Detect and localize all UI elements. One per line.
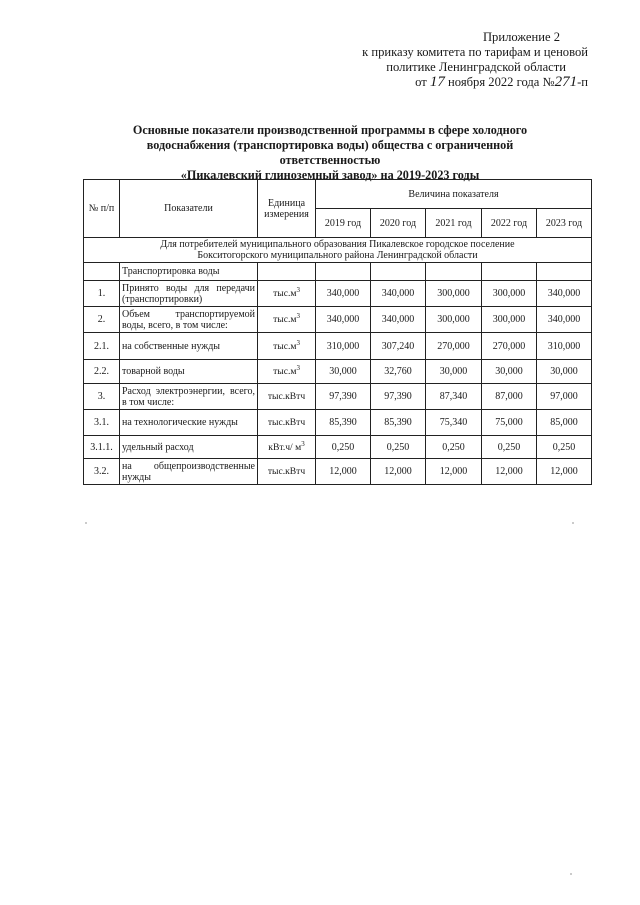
row-unit: тыс.кВтч bbox=[258, 410, 316, 436]
empty-cell bbox=[426, 263, 482, 281]
appendix-committee-line: политике Ленинградской области bbox=[386, 60, 566, 74]
value-cell: 87,000 bbox=[482, 384, 537, 410]
value-cell: 30,000 bbox=[316, 360, 371, 384]
value-cell: 300,000 bbox=[426, 281, 482, 307]
table-row bbox=[84, 307, 592, 333]
row-num: 3.1.1. bbox=[84, 436, 120, 459]
appendix-title: Приложение 2 bbox=[482, 30, 560, 44]
scan-speck bbox=[572, 522, 574, 524]
value-cell: 97,000 bbox=[537, 384, 592, 410]
row-indicator: Принято воды для передачи (транспортировки) bbox=[120, 281, 258, 307]
indicators-table bbox=[83, 179, 592, 485]
value-cell: 0,250 bbox=[537, 436, 592, 459]
row-num: 3. bbox=[84, 384, 120, 410]
header-value-group: Величина показателя bbox=[316, 180, 592, 209]
row-num: 1. bbox=[84, 281, 120, 307]
empty-cell bbox=[371, 263, 426, 281]
table-row bbox=[84, 384, 592, 410]
value-cell: 340,000 bbox=[316, 307, 371, 333]
value-cell: 270,000 bbox=[426, 333, 482, 360]
table-row bbox=[84, 281, 592, 307]
value-cell: 30,000 bbox=[482, 360, 537, 384]
value-cell: 85,000 bbox=[537, 410, 592, 436]
row-indicator: удельный расход bbox=[120, 436, 258, 459]
empty-cell bbox=[537, 263, 592, 281]
value-cell: 12,000 bbox=[482, 459, 537, 485]
section-num-cell bbox=[84, 263, 120, 281]
handwritten-day: 17 bbox=[429, 74, 445, 90]
row-num: 2.2. bbox=[84, 360, 120, 384]
section-label: Транспортировка воды bbox=[120, 263, 258, 281]
table-row bbox=[84, 436, 592, 459]
value-cell: 300,000 bbox=[482, 281, 537, 307]
value-cell: 340,000 bbox=[537, 281, 592, 307]
scan-speck bbox=[85, 522, 87, 524]
empty-cell bbox=[482, 263, 537, 281]
value-cell: 340,000 bbox=[537, 307, 592, 333]
value-cell: 12,000 bbox=[316, 459, 371, 485]
appendix-header bbox=[328, 30, 588, 90]
row-indicator: на технологические нужды bbox=[120, 410, 258, 436]
table-row bbox=[84, 333, 592, 360]
value-cell: 300,000 bbox=[482, 307, 537, 333]
value-cell: 0,250 bbox=[371, 436, 426, 459]
row-unit: $тыс.м^3$ bbox=[258, 360, 316, 384]
section-row bbox=[84, 263, 592, 281]
group-line-2: Бокситогорского муниципального района Ленинградской области bbox=[197, 250, 478, 261]
header-year: 2023 год bbox=[537, 209, 592, 238]
value-cell: 30,000 bbox=[426, 360, 482, 384]
value-cell: 97,390 bbox=[316, 384, 371, 410]
row-indicator: на общепроизводственные нужды bbox=[120, 459, 258, 485]
appendix-order-line: к приказу комитета по тарифам и ценовой bbox=[362, 45, 588, 59]
empty-cell bbox=[316, 263, 371, 281]
value-cell: 270,000 bbox=[482, 333, 537, 360]
header-num: № п/п bbox=[84, 180, 120, 238]
table-row bbox=[84, 360, 592, 384]
group-line-1: Для потребителей муниципального образования Пикалевское городское поселение bbox=[160, 239, 515, 250]
row-unit: $тыс.м^3$ bbox=[258, 307, 316, 333]
value-cell: 0,250 bbox=[426, 436, 482, 459]
row-indicator: Расход электроэнергии, всего, в том числе: bbox=[120, 384, 258, 410]
value-cell: 310,000 bbox=[537, 333, 592, 360]
value-cell: 87,340 bbox=[426, 384, 482, 410]
date-prefix: от bbox=[415, 75, 427, 89]
row-unit: тыс.кВтч bbox=[258, 459, 316, 485]
title-line-2: водоснабжения (транспортировка воды) общества с ограниченной ответственностью bbox=[146, 138, 514, 167]
header-indicator: Показатели bbox=[120, 180, 258, 238]
row-indicator: Объем транспортируемой воды, всего, в том числе: bbox=[120, 307, 258, 333]
value-cell: 0,250 bbox=[482, 436, 537, 459]
value-cell: 0,250 bbox=[316, 436, 371, 459]
scan-speck bbox=[570, 873, 572, 875]
document-title bbox=[100, 123, 560, 183]
table-header-row bbox=[84, 180, 592, 209]
row-num: 3.1. bbox=[84, 410, 120, 436]
header-unit: Единица измерения bbox=[258, 180, 316, 238]
empty-cell bbox=[258, 263, 316, 281]
header-year: 2022 год bbox=[482, 209, 537, 238]
row-indicator: на собственные нужды bbox=[120, 333, 258, 360]
table-row bbox=[84, 459, 592, 485]
value-cell: 12,000 bbox=[426, 459, 482, 485]
value-cell: 12,000 bbox=[537, 459, 592, 485]
value-cell: 300,000 bbox=[426, 307, 482, 333]
value-cell: 340,000 bbox=[316, 281, 371, 307]
handwritten-order-number: 271 bbox=[554, 74, 578, 90]
header-year: 2019 год bbox=[316, 209, 371, 238]
value-cell: 340,000 bbox=[371, 281, 426, 307]
value-cell: 75,000 bbox=[482, 410, 537, 436]
value-cell: 307,240 bbox=[371, 333, 426, 360]
row-unit: $тыс.м^3$ bbox=[258, 281, 316, 307]
row-num: 3.2. bbox=[84, 459, 120, 485]
value-cell: 30,000 bbox=[537, 360, 592, 384]
value-cell: 310,000 bbox=[316, 333, 371, 360]
title-line-3: «Пикалевский глиноземный завод» на 2019-2023 годы bbox=[180, 168, 480, 182]
value-cell: 85,390 bbox=[316, 410, 371, 436]
group-row bbox=[84, 238, 592, 263]
value-cell: 340,000 bbox=[371, 307, 426, 333]
row-unit: $тыс.м^3$ bbox=[258, 333, 316, 360]
row-indicator: товарной воды bbox=[120, 360, 258, 384]
appendix-date-line bbox=[328, 75, 588, 90]
value-cell: 75,340 bbox=[426, 410, 482, 436]
header-year: 2021 год bbox=[426, 209, 482, 238]
row-unit: кВт.ч/ $м^3$ bbox=[258, 436, 316, 459]
title-line-1: Основные показатели производственной программы в сфере холодного bbox=[132, 123, 528, 137]
value-cell: 85,390 bbox=[371, 410, 426, 436]
date-suffix: -п bbox=[577, 75, 588, 89]
value-cell: 12,000 bbox=[371, 459, 426, 485]
table-row bbox=[84, 410, 592, 436]
row-unit: тыс.кВтч bbox=[258, 384, 316, 410]
value-cell: 97,390 bbox=[371, 384, 426, 410]
value-cell: 32,760 bbox=[371, 360, 426, 384]
date-middle: ноября 2022 года № bbox=[448, 75, 555, 89]
group-cell bbox=[84, 238, 592, 263]
row-num: 2.1. bbox=[84, 333, 120, 360]
header-year: 2020 год bbox=[371, 209, 426, 238]
row-num: 2. bbox=[84, 307, 120, 333]
